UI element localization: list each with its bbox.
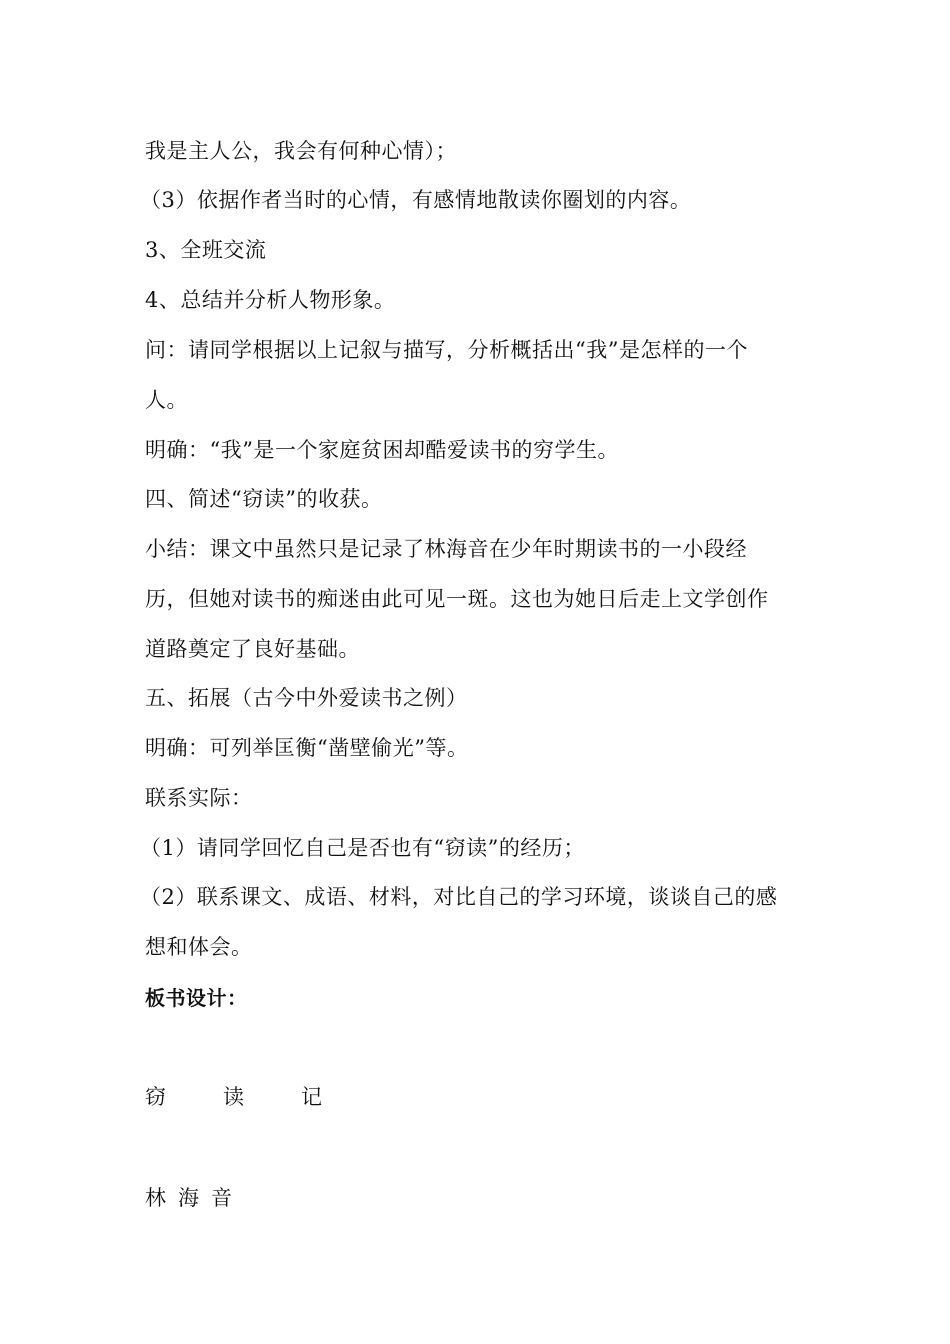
- text-line-16: （2）联系课文、成语、材料，对比自己的学习环境，谈谈自己的感: [140, 885, 778, 909]
- text-line-8: 四、简述“窃读”的收获。: [145, 487, 383, 511]
- board-design-heading: 板书设计：: [145, 986, 248, 1010]
- text-line-10: 历，但她对读书的痴迷由此可见一斑。这也为她日后走上文学创作: [145, 587, 769, 611]
- board-title-char-3: 记: [301, 1085, 322, 1109]
- text-line-17: 想和体会。: [145, 935, 253, 959]
- text-line-2: （3）依据作者当时的心情，有感情地散读你圈划的内容。: [140, 188, 692, 212]
- text-line-6: 人。: [145, 388, 188, 412]
- text-line-1: 我是主人公，我会有何种心情）；: [145, 139, 457, 163]
- text-line-13: 明确：可列举匡衡“凿壁偷光”等。: [145, 736, 469, 760]
- text-line-7: 明确：“我”是一个家庭贫困却酷爱读书的穷学生。: [145, 438, 619, 462]
- board-title-char-2: 读: [223, 1085, 244, 1109]
- text-line-5: 问：请同学根据以上记叙与描写，分析概括出“我”是怎样的一个: [145, 338, 748, 362]
- text-line-14: 联系实际：: [145, 786, 253, 810]
- board-author-char-2: 海: [178, 1186, 199, 1210]
- text-line-15: （1）请同学回忆自己是否也有“窃读”的经历；: [140, 836, 585, 860]
- text-line-9: 小结：课文中虽然只是记录了林海音在少年时期读书的一小段经: [145, 537, 747, 561]
- board-title-char-1: 窃: [145, 1085, 166, 1109]
- text-line-3: 3、全班交流: [145, 238, 267, 262]
- text-line-12: 五、拓展（古今中外爱读书之例）: [145, 686, 468, 710]
- board-author-char-1: 林: [145, 1186, 166, 1210]
- text-line-11: 道路奠定了良好基础。: [145, 637, 360, 661]
- text-line-4: 4、总结并分析人物形象。: [145, 288, 396, 312]
- board-author-char-3: 音: [211, 1186, 232, 1210]
